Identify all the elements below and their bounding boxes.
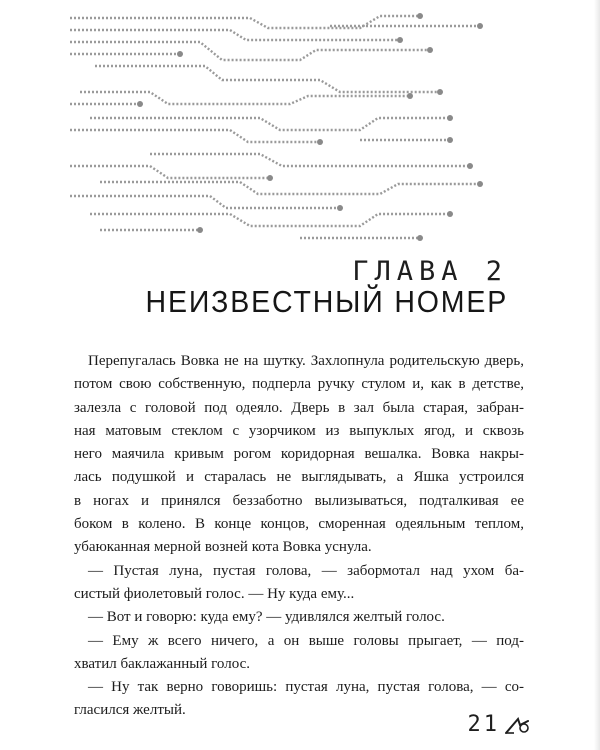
text-line: потом свою собственную, подперла ручку стулом и, как в детстве,: [74, 376, 524, 393]
text-line: ная матовым стеклом с узорчиком из выпуклых ягод, и сквозь: [74, 422, 524, 439]
dialogue-line: хватил баклажанный голос.: [74, 655, 250, 672]
dialogue-line: — Вот и говорю: куда ему? — удивлялся желтый голос.: [88, 609, 445, 626]
dialogue-line: — Ну так верно говоришь: пустая луна, пустая голова, — со-: [88, 679, 524, 696]
chapter-body-text: [74, 350, 524, 723]
text-line: лась подушкой и старалась не выглядывать, а Яшка устроился: [74, 469, 524, 486]
stylized-pen-mark-icon: [504, 715, 530, 735]
text-line: убаюканная мерной возней кота Вовка уснула.: [74, 539, 372, 556]
page-number: 21: [467, 712, 500, 737]
text-line: Перепугалась Вовка не на шутку. Захлопнула родительскую дверь,: [88, 353, 524, 369]
chapter-title: НЕИЗВЕСТНЫЙ НОМЕР: [145, 284, 508, 319]
text-line: него маячила кривым рогом коридорная вешалка. Вовка накры-: [74, 446, 524, 463]
dialogue-line: гласился желтый.: [74, 702, 186, 719]
dialogue-line: — Пустая луна, пустая голова, — забормотал над ухом ба-: [88, 562, 524, 579]
dialogue-line: систый фиолетовый голос. — Ну куда ему...: [74, 585, 355, 602]
text-line: залезла с головой под одеяло. Дверь в зал была старая, забран-: [74, 399, 524, 416]
text-line: в ногах и принялся беззаботно вылизываться, подталкивая ее: [74, 492, 524, 509]
page-folio: [468, 712, 531, 737]
circuit-pattern-illustration: [0, 0, 600, 250]
dialogue-line: — Ему ж всего ничего, а он выше головы прыгает, — под-: [88, 632, 524, 649]
chapter-label: ГЛАВА 2: [352, 256, 508, 287]
text-line: боком в колено. В конце концов, сморенная одеяльным теплом,: [74, 516, 524, 533]
